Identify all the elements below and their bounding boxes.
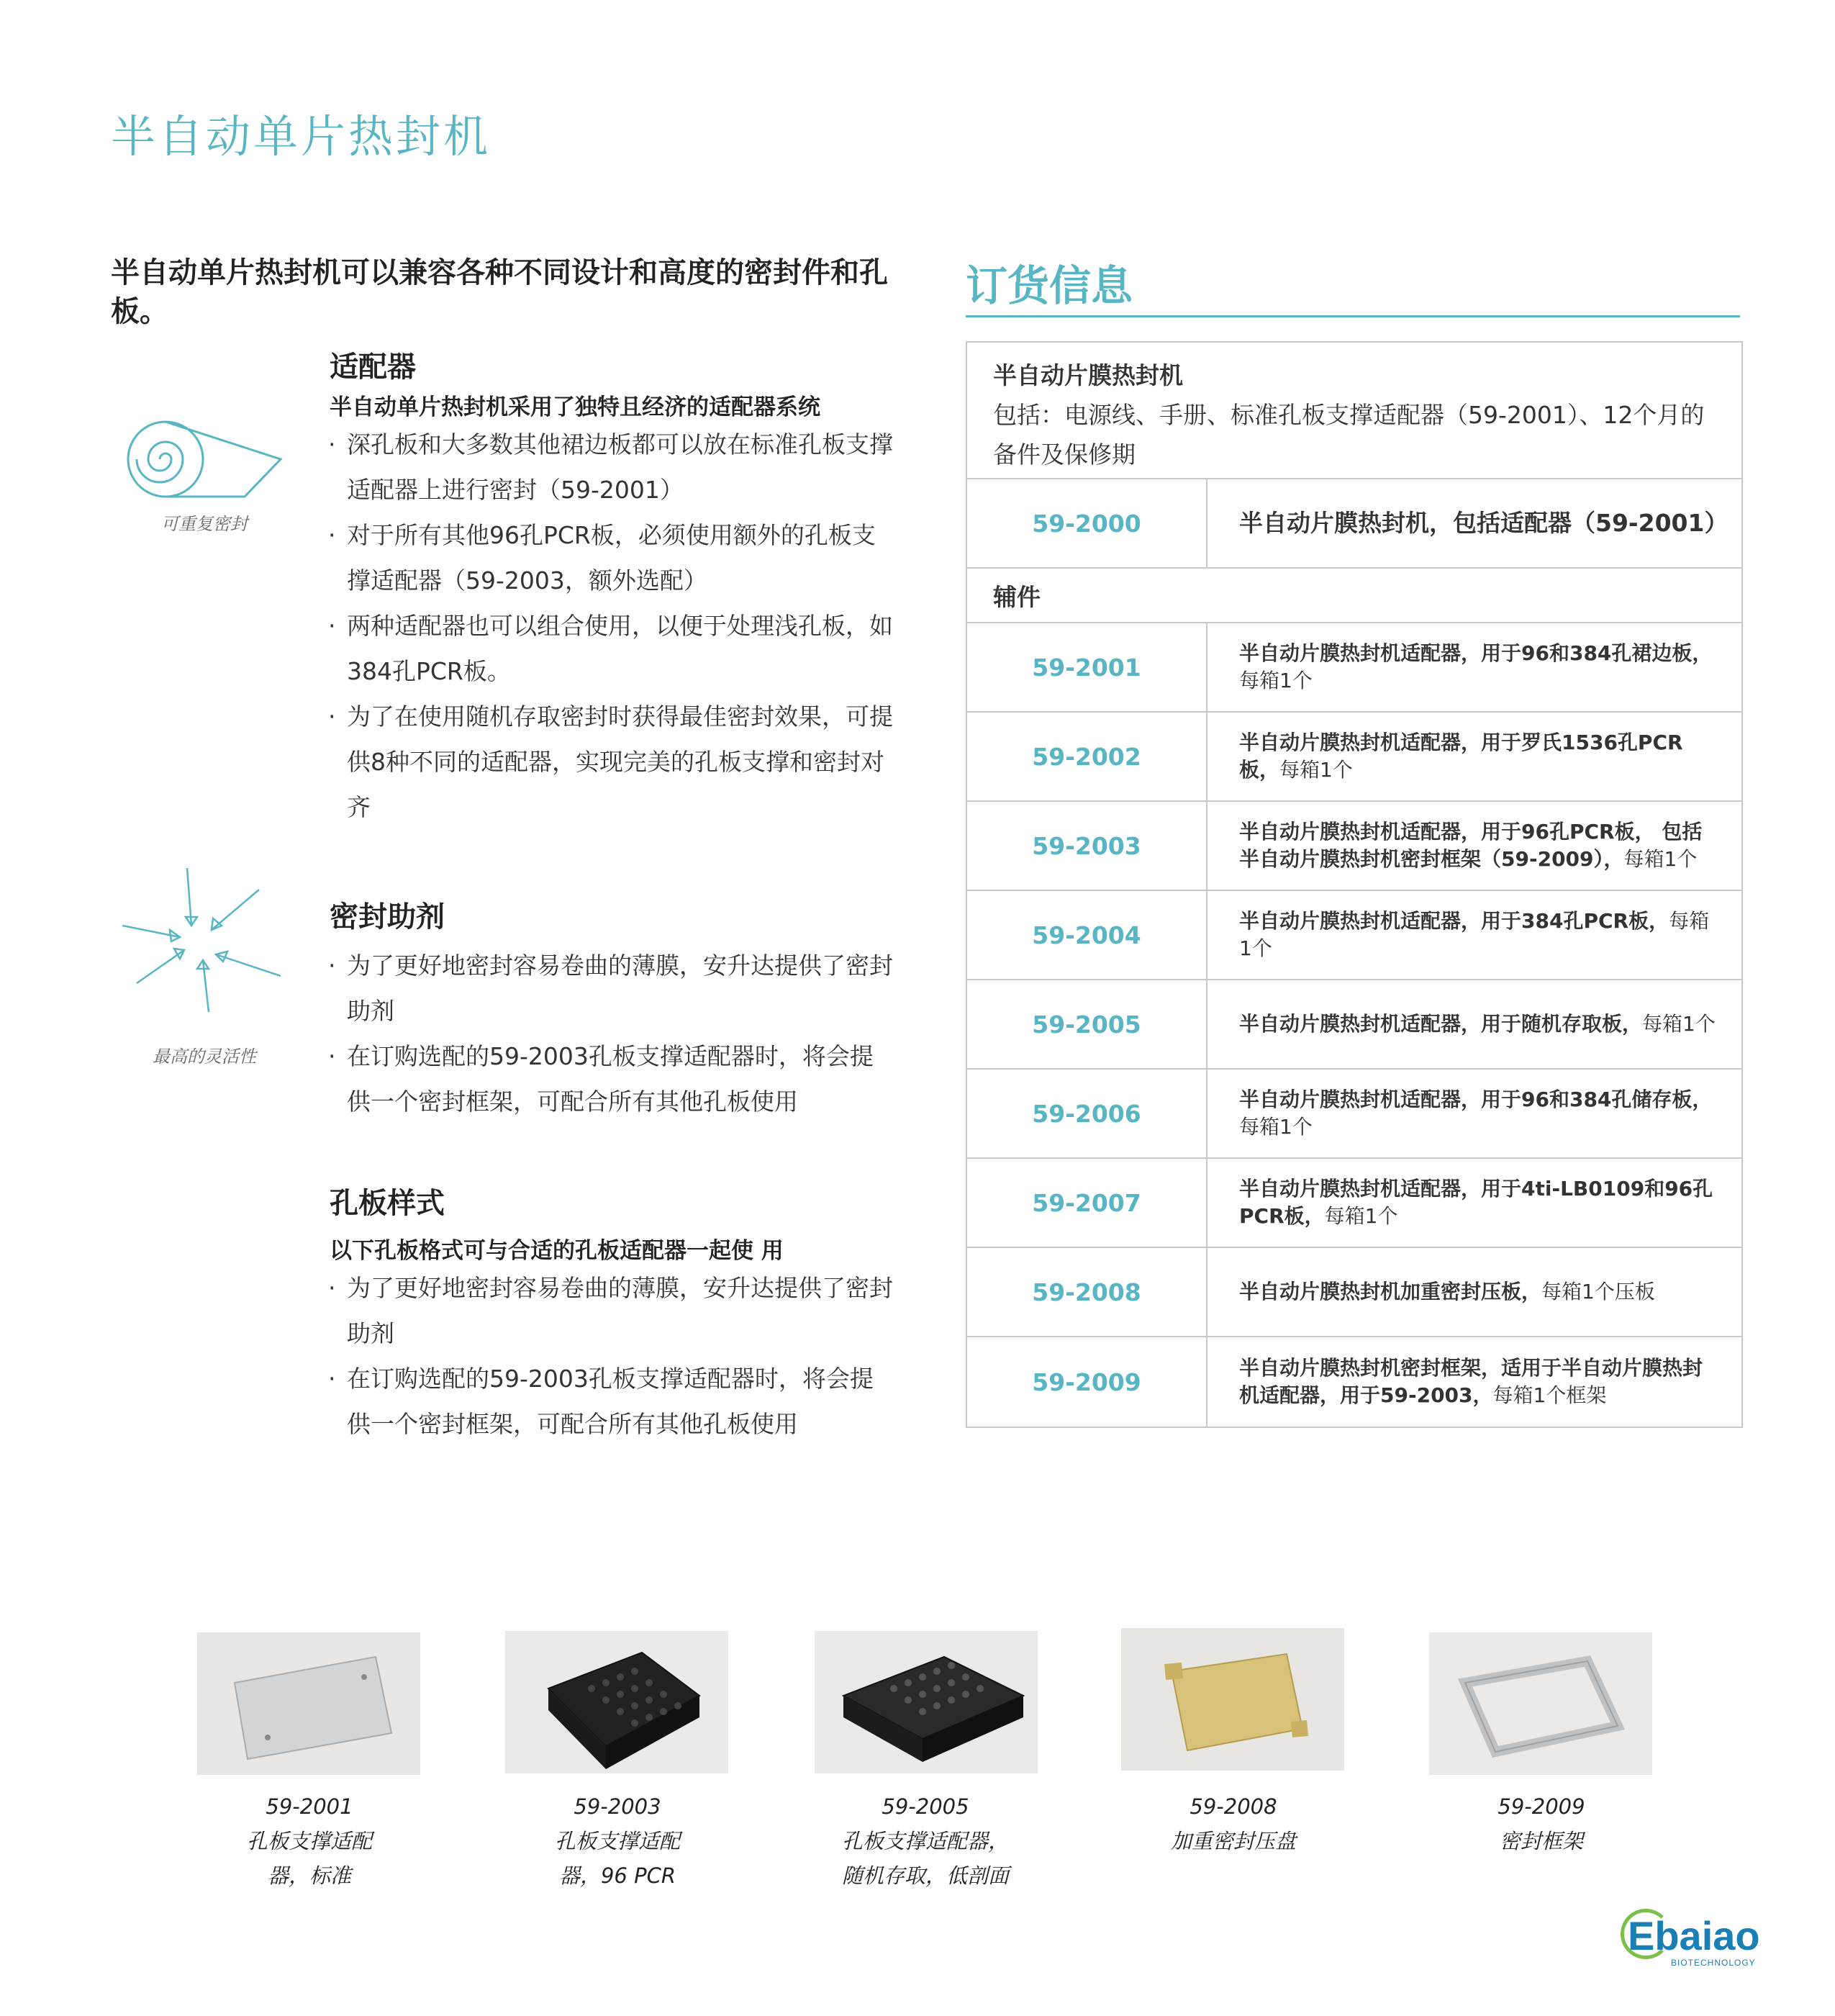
order-title-rule [966,315,1740,317]
order-code: 59-2006 [967,1070,1208,1157]
order-code: 59-2002 [967,713,1208,800]
order-desc: 半自动片膜热封机适配器，用于96和384孔储存板，每箱1个 [1239,1088,1713,1139]
order-code: 59-2004 [967,891,1208,979]
product-photo-59-2003 [505,1631,728,1773]
order-code: 59-2005 [967,980,1208,1068]
list-item: · 两种适配器也可以组合使用，以便于处理浅孔板，如384孔PCR板。 [328,603,897,694]
order-desc: 半自动片膜热封机适配器，用于罗氏1536孔PCR板，每箱1个 [1239,731,1683,782]
list-item: · 对于所有其他96孔PCR板，必须使用额外的孔板支撑适配器（59-2003，额外选配） [328,512,897,603]
order-product-name: 半自动片膜热封机 [993,361,1183,389]
icon-caption-flexibility: 最高的灵活性 [153,1047,256,1067]
arrows-converge-icon [122,868,281,1012]
section-title-plate-style: 孔板样式 [330,1187,445,1220]
table-row [967,980,1741,1070]
order-code: 59-2007 [967,1159,1208,1247]
table-row [967,1248,1741,1337]
list-item: · 在订购选配的59-2003孔板支撑适配器时，将会提供一个密封框架，可配合所有其他孔板使用 [328,1356,897,1447]
page-title: 半自动单片热封机 [111,110,491,163]
table-row [967,623,1741,713]
caption-59-2003: 59-2003 孔板支撑适配 器，96 PCR [554,1794,680,1888]
table-row [967,802,1741,891]
order-code: 59-2003 [967,802,1208,890]
order-table [966,341,1743,1428]
caption-59-2005: 59-2005 孔板支撑适配器， 随机存取，低剖面 [841,1794,1009,1888]
list-item: · 为了在使用随机存取密封时获得最佳密封效果，可提供8种不同的适配器，实现完美的孔板支撑和密封对齐 [328,694,897,830]
order-code: 59-2000 [967,479,1208,567]
caption-59-2008: 59-2008 加重密封压盘 [1170,1794,1296,1853]
section-title-sealing-aid: 密封助剂 [330,900,445,934]
product-photo-59-2005 [815,1631,1038,1773]
section-subtitle-plate-style: 以下孔板格式可与合适的孔板适配器一起使 用 [330,1238,784,1264]
section-title-adapter: 适配器 [330,351,416,384]
adapter-bullet-list [328,422,897,830]
film-roll-icon [122,416,288,510]
accessories-header: 辅件 [967,569,1741,623]
plate-style-bullet-list [328,1265,897,1447]
order-desc: 半自动片膜热封机加重密封压板，每箱1个压板 [1239,1280,1655,1303]
order-desc: 半自动片膜热封机适配器，用于384孔PCR板，每箱1个 [1239,909,1710,960]
table-row [967,479,1741,569]
table-row [967,891,1741,980]
order-title: 订货信息 [966,261,1133,310]
ebaiao-logo: Ebaiao BIOTECHNOLOGY [1621,1909,1764,1974]
order-code: 59-2008 [967,1248,1208,1336]
product-photo-59-2009 [1429,1632,1652,1775]
sealing-aid-bullet-list [328,943,897,1124]
order-desc: 半自动片膜热封机适配器，用于4ti-LB0109和96孔PCR板，每箱1个 [1239,1177,1713,1228]
order-code: 59-2001 [967,623,1208,711]
order-desc: 半自动片膜热封机密封框架，适用于半自动片膜热封机适配器，用于59-2003，每箱1个框架 [1239,1356,1703,1407]
table-row [967,1159,1741,1248]
order-desc: 半自动片膜热封机适配器，用于96和384孔裙边板，每箱1个 [1239,641,1713,692]
section-subtitle-adapter: 半自动单片热封机采用了独特且经济的适配器系统 [330,394,820,420]
caption-59-2009: 59-2009 密封框架 [1498,1794,1585,1853]
order-desc: 半自动片膜热封机适配器，用于96孔PCR板， 包括半自动片膜热封机密封框架（59-2009），每箱1个 [1239,820,1703,871]
icon-caption-reusable: 可重复密封 [161,514,248,534]
order-code: 59-2009 [967,1337,1208,1427]
product-photo-59-2008 [1121,1628,1344,1771]
product-photo-59-2001 [197,1632,420,1775]
table-row [967,1337,1741,1427]
table-row [967,713,1741,802]
intro-text: 半自动单片热封机可以兼容各种不同设计和高度的密封件和孔板。 [111,256,888,328]
order-product-header [967,343,1741,479]
order-desc: 半自动片膜热封机，包括适配器（59-2001） [1239,509,1728,537]
table-row [967,1070,1741,1159]
list-item: · 为了更好地密封容易卷曲的薄膜，安升达提供了密封助剂 [328,943,897,1034]
list-item: · 为了更好地密封容易卷曲的薄膜，安升达提供了密封助剂 [328,1265,897,1356]
order-product-includes: 包括：电源线、手册、标准孔板支撑适配器（59-2001）、12个月的备件及保修期 [993,401,1705,469]
list-item: · 深孔板和大多数其他裙边板都可以放在标准孔板支撑适配器上进行密封（59-2001） [328,422,897,512]
order-desc: 半自动片膜热封机适配器，用于随机存取板，每箱1个 [1239,1012,1716,1036]
list-item: · 在订购选配的59-2003孔板支撑适配器时，将会提供一个密封框架，可配合所有其他孔板使用 [328,1034,897,1124]
caption-59-2001: 59-2001 孔板支撑适配 器，标准 [246,1794,372,1888]
